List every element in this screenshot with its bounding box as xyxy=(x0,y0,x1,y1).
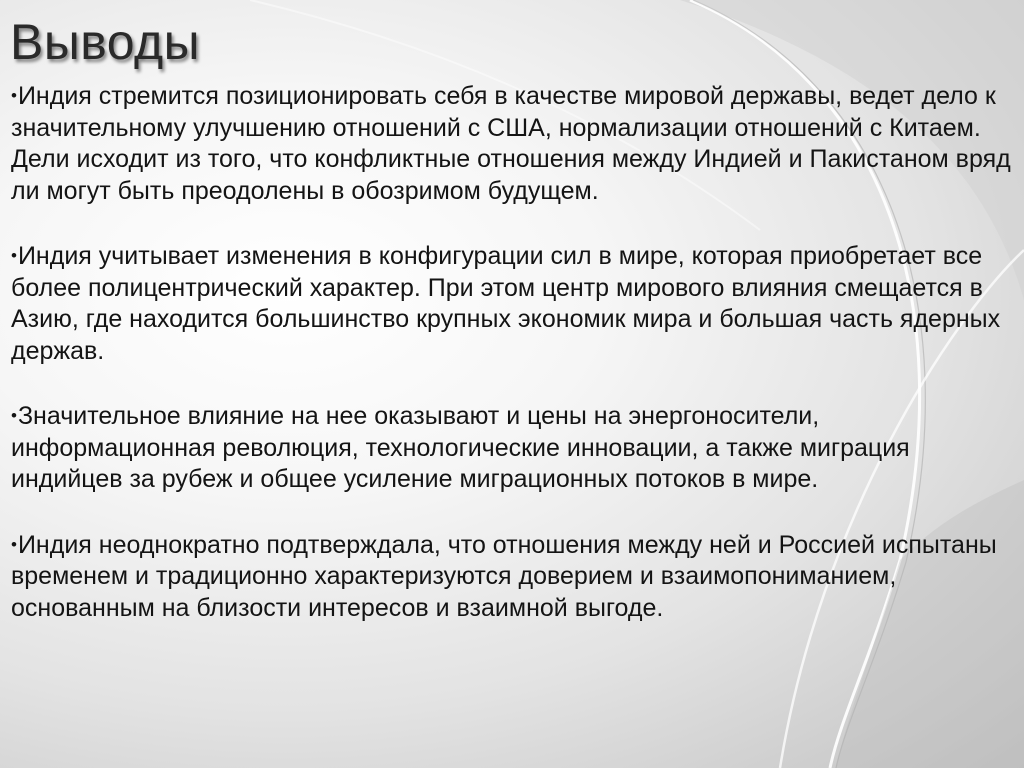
bullet-item xyxy=(11,80,1016,207)
bullet-list xyxy=(11,80,1016,624)
bullet-dot-icon: • xyxy=(11,86,17,105)
bullet-item xyxy=(11,240,1016,367)
bullet-dot-icon: • xyxy=(11,534,17,554)
bullet-dot-icon: • xyxy=(11,406,17,425)
bullet-text: Значительное влияние на нее оказывают и цены на энергоносители, информационная революция, технологические инновации, а также миграция индийцев за рубеж и общее усиление миграционных потоков в мире. xyxy=(11,402,910,493)
bullet-text: Индия стремится позиционировать себя в качестве мировой державы, ведет дело к значительному улучшению отношений с США, нормализации отношений с Китаем. Дели исходит из того, что конфликтные отношения между Индией и Пакистаном вряд ли могут быть преодолены в обозримом будущем. xyxy=(11,82,1011,205)
bullet-item xyxy=(11,529,1016,625)
bullet-text: Индия учитывает изменения в конфигурации сил в мире, которая приобретает все более полицентрический характер. При этом центр мирового влияния смещается в Азию, где находится большинство крупных экономик мира и большая часть ядерных держав. xyxy=(11,242,1001,365)
slide-title: Выводы xyxy=(10,14,201,70)
bullet-dot-icon: • xyxy=(11,246,17,265)
bullet-text: Индия неоднократно подтверждала, что отношения между ней и Россией испытаны временем и традиционно характеризуются доверием и взаимопониманием, основанным на близости интересов и взаимной выгоде. xyxy=(11,530,997,622)
bullet-item xyxy=(11,400,1016,496)
